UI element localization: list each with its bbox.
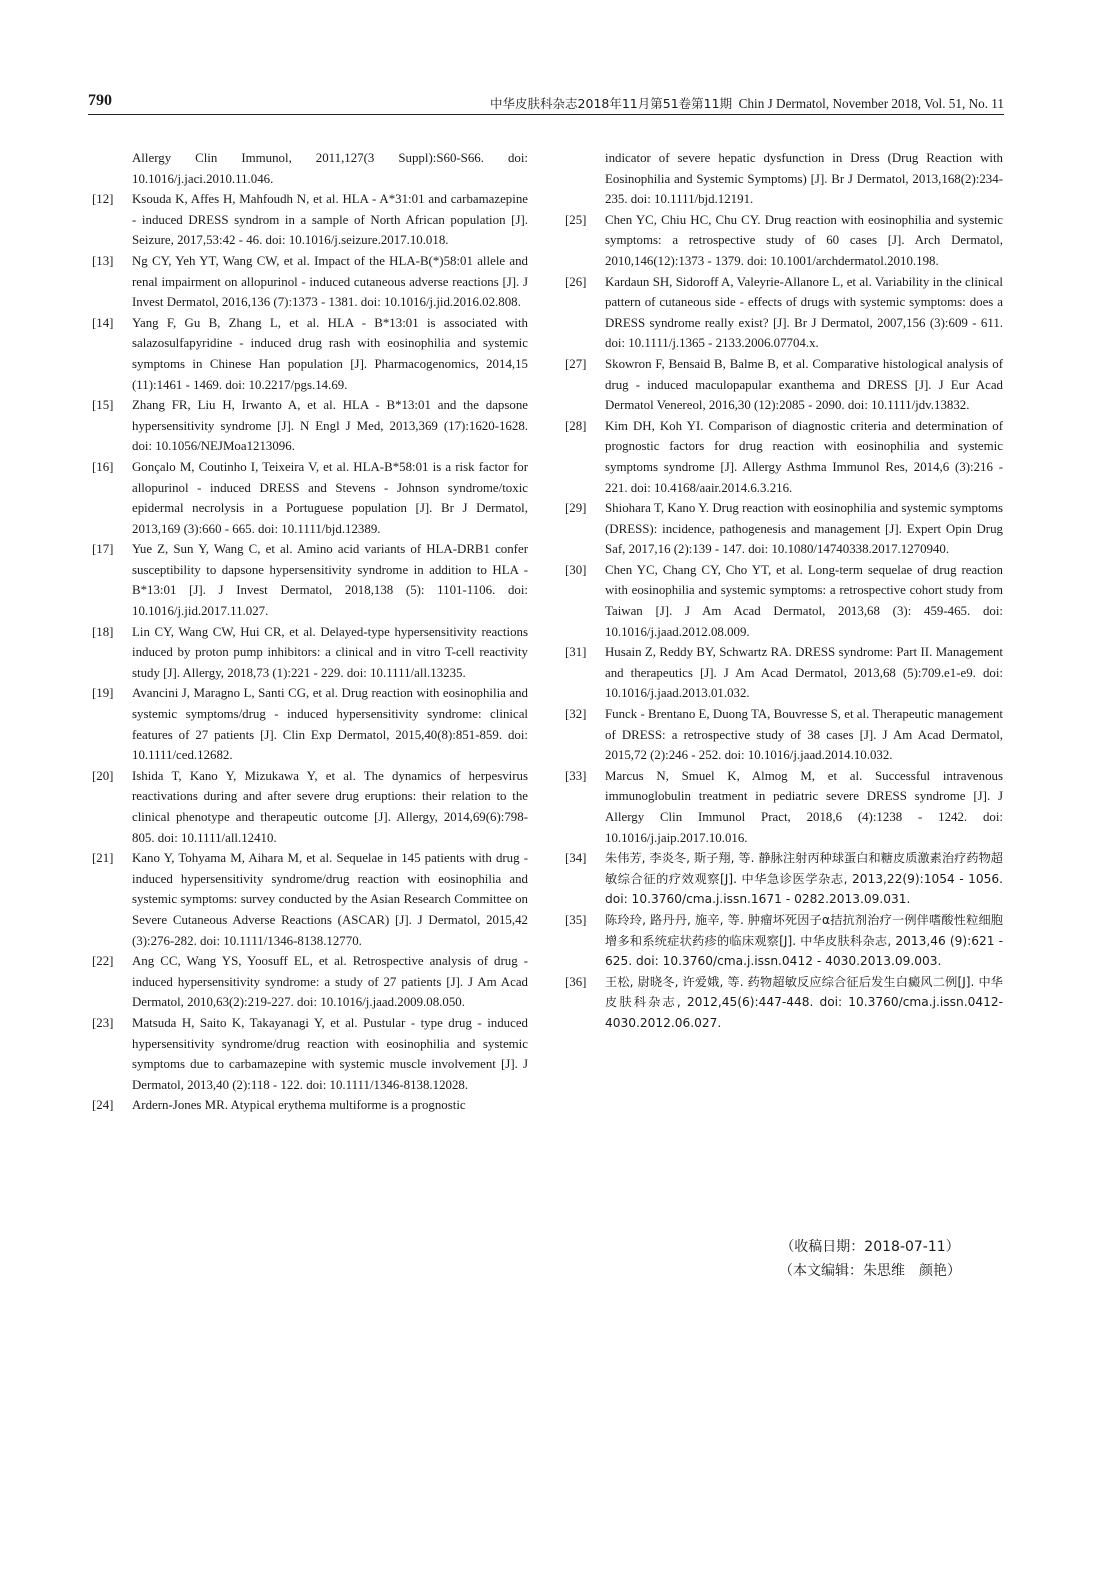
reference-item-18 — [92, 622, 528, 684]
reference-number: [24] — [92, 1098, 114, 1113]
reference-number: [13] — [92, 253, 114, 268]
reference-number: [36] — [565, 974, 587, 989]
reference-number: [21] — [92, 851, 114, 866]
reference-item-24 — [92, 1095, 528, 1116]
reference-item-32 — [565, 704, 1003, 766]
reference-item-31 — [565, 642, 1003, 704]
reference-continuation — [92, 148, 528, 189]
reference-number: [19] — [92, 686, 114, 701]
article-footer — [740, 1235, 1000, 1283]
reference-text: Ksouda K, Affes H, Mahfoudh N, et al. HLA - A*31:01 and carbamazepine - induced DRESS syndrom in a sample of North African population [J]. Seizure, 2017,53:42 - 46. doi: 10.1016/j.seizure.2017.10.018. — [132, 192, 528, 248]
reference-item-23 — [92, 1013, 528, 1095]
reference-text: Ishida T, Kano Y, Mizukawa Y, et al. The dynamics of herpesvirus reactivations during and after severe drug eruptions: their relation to the clinical phenotype and therapeutic outcome [J]. Allergy, 2014,69(6):798-805. doi: 10.1111/all.12410. — [132, 768, 528, 845]
reference-text: 王松, 尉晓冬, 许爱娥, 等. 药物超敏反应综合征后发生白癜风二例[J]. 中华皮肤科杂志, 2012,45(6):447-448. doi: 10.3760/cma.j.issn.0412-4030.2012.06.027. — [605, 974, 1003, 1030]
reference-item-19 — [92, 683, 528, 765]
reference-item-21 — [92, 848, 528, 951]
reference-item-35 — [565, 910, 1003, 972]
reference-text: Chen YC, Chang CY, Cho YT, et al. Long-term sequelae of drug reaction with eosinophilia and systemic symptoms: a retrospective cohort study from Taiwan [J]. J Am Acad Dermatol, 2013,68 (3): 459-465. doi: 10.1016/j.jaad.2012.08.009. — [605, 562, 1003, 639]
reference-number: [32] — [565, 707, 587, 722]
reference-number: [17] — [92, 542, 114, 557]
reference-text: Allergy Clin Immunol, 2011,127(3 Suppl):S60-S66. doi: 10.1016/j.jaci.2010.11.046. — [132, 151, 528, 186]
page-header — [88, 92, 1004, 115]
reference-item-26 — [565, 272, 1003, 354]
journal-title-en: Chin J Dermatol, November 2018, Vol. 51, No. 11 — [738, 96, 1004, 111]
reference-item-12 — [92, 189, 528, 251]
reference-text: Husain Z, Reddy BY, Schwartz RA. DRESS syndrome: Part II. Management and therapeutics [J]. J Am Acad Dermatol, 2013,68 (5):709.e1-e9. doi: 10.1016/j.jaad.2013.01.032. — [605, 645, 1003, 701]
reference-number: [27] — [565, 356, 587, 371]
reference-text: Skowron F, Bensaid B, Balme B, et al. Comparative histological analysis of drug - induced maculopapular exanthema and DRESS [J]. J Eur Acad Dermatol Venereol, 2016,30 (12):2085 - 2090. doi: 10.1111/jdv.13832. — [605, 356, 1003, 413]
reference-number: [16] — [92, 459, 114, 474]
reference-text: Kano Y, Tohyama M, Aihara M, et al. Sequelae in 145 patients with drug - induced hypersensitivity syndrome/drug reaction with eosinophilia and systemic symptoms: survey conducted by the Asian Research Committee on Severe Cutaneous Adverse Reactions (ASCAR) [J]. J Dermatol, 2015,42 (3):276-282. doi: 10.1111/1346-8138.12770. — [132, 851, 528, 948]
reference-text: Avancini J, Maragno L, Santi CG, et al. Drug reaction with eosinophilia and systemic symptoms/drug - induced hypersensitivity syndrome: clinical features of 27 patients [J]. Clin Exp Dermatol, 2015,40(8):851-859. doi: 10.1111/ced.12682. — [132, 686, 528, 763]
reference-text: Kardaun SH, Sidoroff A, Valeyrie-Allanore L, et al. Variability in the clinical pattern of cutaneous side - effects of drugs with systemic symptoms: does a DRESS syndrome really exist? [J]. Br J Dermatol, 2007,156 (3):609 - 611. doi: 10.1111/j.1365 - 2133.2006.07704.x. — [605, 274, 1003, 351]
reference-text: indicator of severe hepatic dysfunction in Dress (Drug Reaction with Eosinophilia and Systemic Symptoms) [J]. Br J Dermatol, 2013,168(2):234-235. doi: 10.1111/bjd.12191. — [605, 151, 1003, 207]
reference-item-28 — [565, 416, 1003, 498]
editor-credit: （本文编辑：朱思维 颜艳） — [779, 1263, 961, 1279]
journal-title-cn: 中华皮肤科杂志2018年11月第51卷第11期 — [490, 96, 733, 111]
page-number: 790 — [88, 92, 112, 109]
reference-number: [35] — [565, 912, 587, 927]
reference-number: [20] — [92, 768, 114, 783]
reference-item-27 — [565, 354, 1003, 416]
reference-text: Ang CC, Wang YS, Yoosuff EL, et al. Retrospective analysis of drug - induced hypersensitivity syndrome: a study of 27 patients [J]. J Am Acad Dermatol, 2010,63(2):219-227. doi: 10.1016/j.jaad.2009.08.050. — [132, 954, 528, 1010]
reference-item-14 — [92, 313, 528, 395]
reference-number: [29] — [565, 501, 587, 516]
reference-number: [30] — [565, 562, 587, 577]
reference-item-36 — [565, 972, 1003, 1034]
reference-number: [22] — [92, 954, 114, 969]
reference-item-15 — [92, 395, 528, 457]
reference-number: [23] — [92, 1015, 114, 1030]
reference-item-22 — [92, 951, 528, 1013]
reference-text: Gonçalo M, Coutinho I, Teixeira V, et al. HLA-B*58:01 is a risk factor for allopurinol - induced DRESS and Stevens - Johnson syndrome/toxic epidermal necrolysis in a Portuguese population [J]. Br J Dermatol, 2013,169 (3):660 - 665. doi: 10.1111/bjd.12389. — [132, 459, 528, 536]
reference-number: [12] — [92, 192, 114, 207]
reference-text: Funck - Brentano E, Duong TA, Bouvresse S, et al. Therapeutic management of DRESS: a retrospective study of 38 cases [J]. J Am Acad Dermatol, 2015,72 (2):246 - 252. doi: 10.1016/j.jaad.2014.10.032. — [605, 707, 1003, 763]
reference-number: [28] — [565, 418, 587, 433]
reference-number: [25] — [565, 212, 587, 227]
reference-text: Yue Z, Sun Y, Wang C, et al. Amino acid variants of HLA-DRB1 confer susceptibility to dapsone hypersensitivity syndrome in addition to HLA - B*13:01 [J]. J Invest Dermatol, 2018,138 (5): 1101-1106. doi: 10.1016/j.jid.2017.11.027. — [132, 542, 528, 619]
reference-number: [31] — [565, 645, 587, 660]
reference-item-16 — [92, 457, 528, 539]
reference-continuation — [565, 148, 1003, 210]
reference-item-20 — [92, 766, 528, 848]
reference-text: Ardern-Jones MR. Atypical erythema multiforme is a prognostic — [132, 1098, 466, 1113]
reference-text: Shiohara T, Kano Y. Drug reaction with eosinophilia and systemic symptoms (DRESS): incidence, pathogenesis and management [J]. Expert Opin Drug Saf, 2017,16 (2):139 - 147. doi: 10.1080/14740338.2017.1270940. — [605, 501, 1003, 557]
reference-number: [34] — [565, 851, 587, 866]
reference-text: Matsuda H, Saito K, Takayanagi Y, et al. Pustular - type drug - induced hypersensitivity syndrome/drug reaction with eosinophilia and systemic symptoms due to carbamazepine with systemic muscle involvement [J]. J Dermatol, 2013,40 (2):118 - 122. doi: 10.1111/1346-8138.12028. — [132, 1015, 528, 1092]
right-column — [565, 148, 1003, 1034]
reference-text: Chen YC, Chiu HC, Chu CY. Drug reaction with eosinophilia and systemic symptoms: a retrospective study of 60 cases [J]. Arch Dermatol, 2010,146(12):1373 - 1379. doi: 10.1001/archdermatol.2010.198. — [605, 212, 1003, 268]
reference-item-13 — [92, 251, 528, 313]
reference-item-30 — [565, 560, 1003, 642]
reference-text: Lin CY, Wang CW, Hui CR, et al. Delayed-type hypersensitivity reactions induced by proton pump inhibitors: a clinical and in vitro T-cell reactivity study [J]. Allergy, 2018,73 (1):221 - 229. doi: 10.1111/all.13235. — [132, 624, 528, 680]
left-column — [92, 148, 528, 1116]
reference-item-33 — [565, 766, 1003, 848]
reference-number: [15] — [92, 398, 114, 413]
reference-number: [33] — [565, 768, 587, 783]
received-date: （收稿日期：2018-07-11） — [780, 1239, 960, 1255]
reference-item-29 — [565, 498, 1003, 560]
reference-item-17 — [92, 539, 528, 621]
reference-text: Yang F, Gu B, Zhang L, et al. HLA - B*13:01 is associated with salazosulfapyridine - induced drug rash with eosinophilia and systemic symptoms in Chinese Han population [J]. Pharmacogenomics, 2014,15 (11):1461 - 1469. doi: 10.2217/pgs.14.69. — [132, 315, 528, 392]
journal-info — [490, 94, 1004, 112]
reference-number: [18] — [92, 624, 114, 639]
reference-text: Marcus N, Smuel K, Almog M, et al. Successful intravenous immunoglobulin treatment in pediatric severe DRESS syndrome [J]. J Allergy Clin Immunol Pract, 2018,6 (4):1238 - 1242. doi: 10.1016/j.jaip.2017.10.016. — [605, 768, 1003, 845]
reference-item-34 — [565, 848, 1003, 910]
reference-text: 朱伟芳, 李炎冬, 斯子翔, 等. 静脉注射丙种球蛋白和糖皮质激素治疗药物超敏综合征的疗效观察[J]. 中华急诊医学杂志, 2013,22(9):1054 - 1056. doi: 10.3760/cma.j.issn.1671 - 0282.2013.09.031. — [605, 851, 1003, 907]
reference-text: Ng CY, Yeh YT, Wang CW, et al. Impact of the HLA-B(*)58:01 allele and renal impairment on allopurinol - induced cutaneous adverse reactions [J]. J Invest Dermatol, 2016,136 (7):1373 - 1381. doi: 10.1016/j.jid.2016.02.808. — [132, 253, 528, 310]
reference-number: [26] — [565, 274, 587, 289]
reference-text: 陈玲玲, 路丹丹, 施辛, 等. 肿瘤坏死因子α拮抗剂治疗一例伴嗜酸性粒细胞增多和系统症状药疹的临床观察[J]. 中华皮肤科杂志, 2013,46 (9):621 - 625. doi: 10.3760/cma.j.issn.0412 - 4030.2013.09.003. — [605, 912, 1003, 969]
reference-number: [14] — [92, 315, 114, 330]
reference-item-25 — [565, 210, 1003, 272]
reference-text: Zhang FR, Liu H, Irwanto A, et al. HLA - B*13:01 and the dapsone hypersensitivity syndrome [J]. N Engl J Med, 2013,369 (17):1620-1628. doi: 10.1056/NEJMoa1213096. — [132, 398, 528, 454]
reference-text: Kim DH, Koh YI. Comparison of diagnostic criteria and determination of prognostic factors for drug reaction with eosinophilia and systemic symptoms syndrome [J]. Allergy Asthma Immunol Res, 2014,6 (3):216 - 221. doi: 10.4168/aair.2014.6.3.216. — [605, 418, 1003, 495]
